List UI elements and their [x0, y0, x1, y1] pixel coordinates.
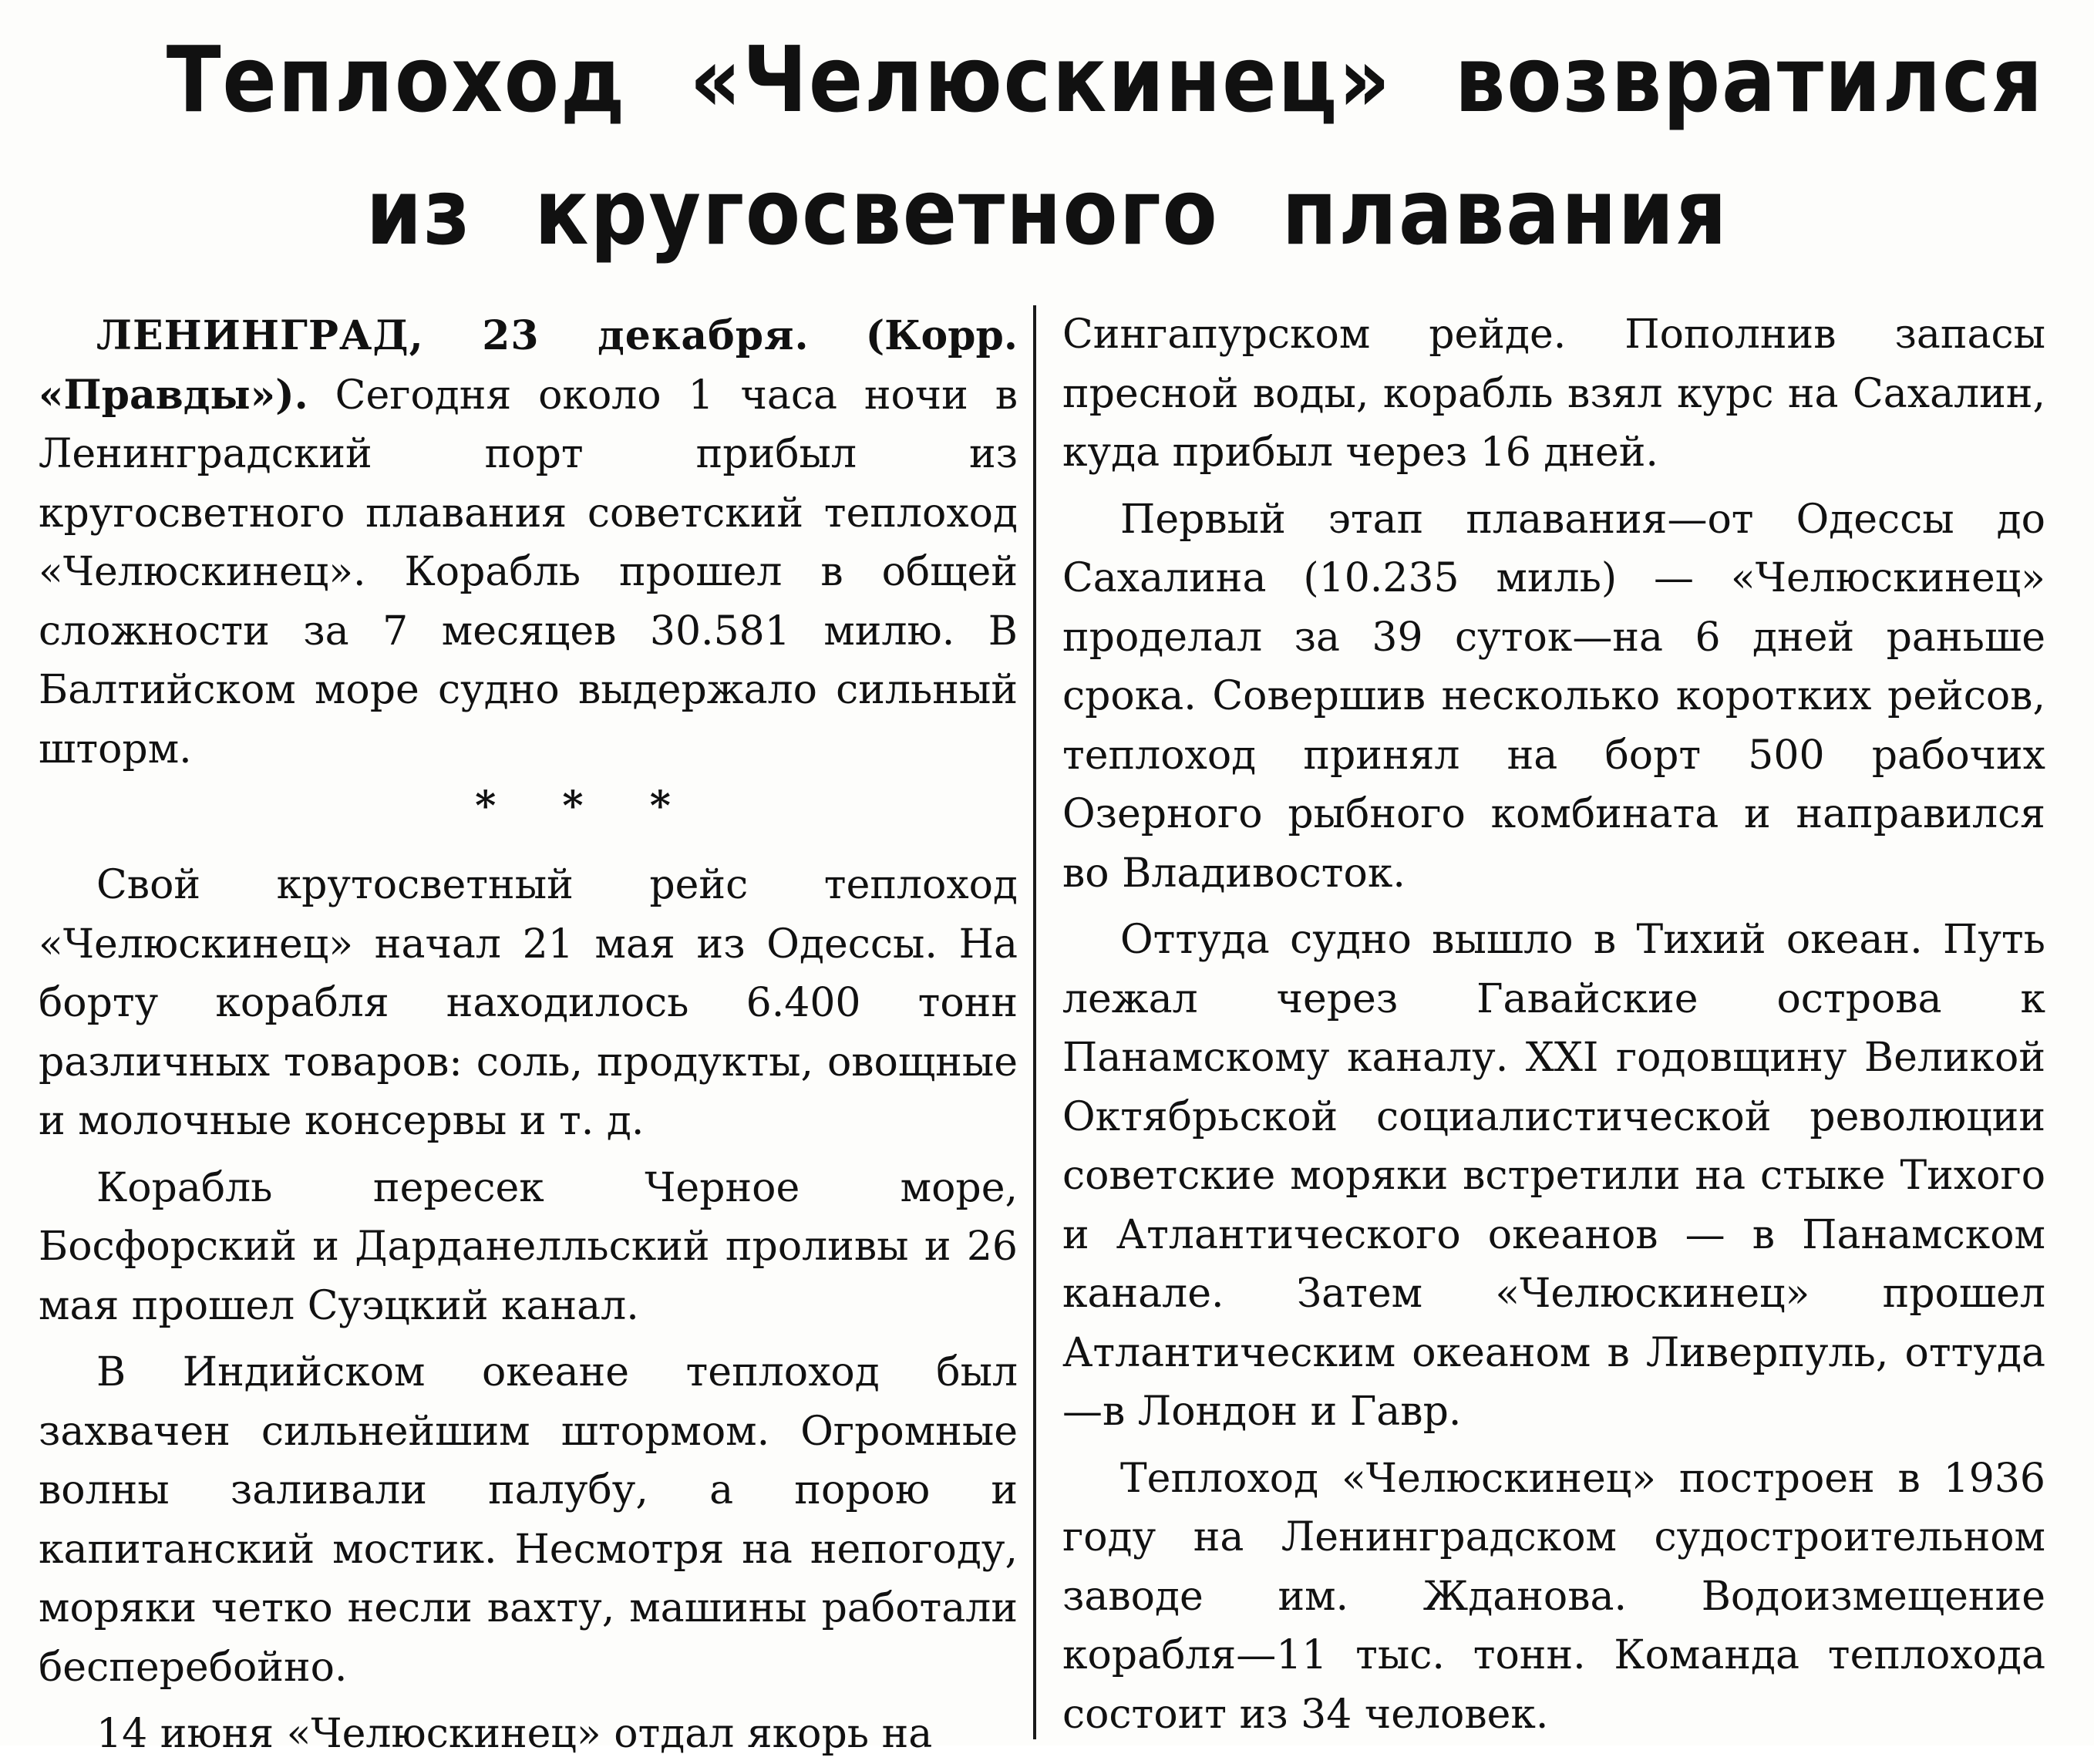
paragraph-pacific: Оттуда судно вышло в Тихий океан. Путь лежал через Гавайские острова к Панамскому каналу. XXI годовщину Великой Октябрьской социалистической революции советские моряки встретили на стыке Тихого и Атлантического океанов — в Панамском канале. Затем «Челюскинец» прошел Атлантическим океаном в Ливерпуль, оттуда—в Лондон и Гавр.	[1062, 917, 2045, 1435]
paragraph-june-anchor: 14 июня «Челюскинец» отдал якорь на	[96, 1711, 933, 1757]
lead-text: Сегодня около 1 часа ночи в Ленинградский порт прибыл из кругосветного плавания советский теплоход «Челюскинец». Корабль прошел в общей сложности за 7 месяцев 30.581 милю. В Балтийском море судно выдержало сильный шторм.	[39, 372, 1018, 773]
lead-paragraph	[39, 307, 1018, 779]
left-column	[39, 307, 1018, 1764]
column-divider	[1033, 305, 1036, 1739]
section-separator: * * *	[475, 783, 697, 830]
paragraph-singapore: Сингапурском рейде. Пополнив запасы пресной воды, корабль взял курс на Сахалин, куда прибыл через 16 дней.	[1062, 311, 2045, 476]
paragraph-first-stage: Первый этап плавания—от Одессы до Сахалина (10.235 миль) — «Челюскинец» проделал за 39 суток—на 6 дней раньше срока. Совершив несколько коротких рейсов, теплоход принял на борт 500 рабочих Озерного рыбного комбината и направился во Владивосток.	[1062, 496, 2045, 897]
paragraph-indian-ocean: В Индийском океане теплоход был захвачен сильнейшим штормом. Огромные волны заливали палубу, а порою и капитанский мостик. Несмотря на непогоду, моряки четко несли вахту, машины работали бесперебойно.	[39, 1349, 1018, 1691]
correspondent-credit: (Корр. «Правды»).	[39, 312, 1018, 419]
paragraph-ship-built: Теплоход «Челюскинец» построен в 1936 году на Ленинградском судостроительном заводе им. Жданова. Водоизмещение корабля—11 тыс. тонн. Команда теплохода состоит из 34 человек.	[1062, 1455, 2045, 1738]
right-column	[1062, 305, 2045, 1744]
dateline: ЛЕНИНГРАД, 23 декабря.	[96, 312, 810, 359]
headline-line-2: из кругосветного плавания	[365, 159, 1729, 265]
paragraph-voyage-start: Свой крутосветный рейс теплоход «Челюскинец» начал 21 мая из Одессы. На борту корабля находилось 6.400 тонн различных товаров: соль, продукты, овощные и молочные консервы и т. д.	[39, 862, 1018, 1144]
headline-line-1: Теплоход «Челюскинец» возвратился	[166, 26, 2044, 133]
paragraph-black-sea: Корабль пересек Черное море, Босфорский и Дарданелльский проливы и 26 мая прошел Суэцкий канал.	[39, 1164, 1018, 1329]
